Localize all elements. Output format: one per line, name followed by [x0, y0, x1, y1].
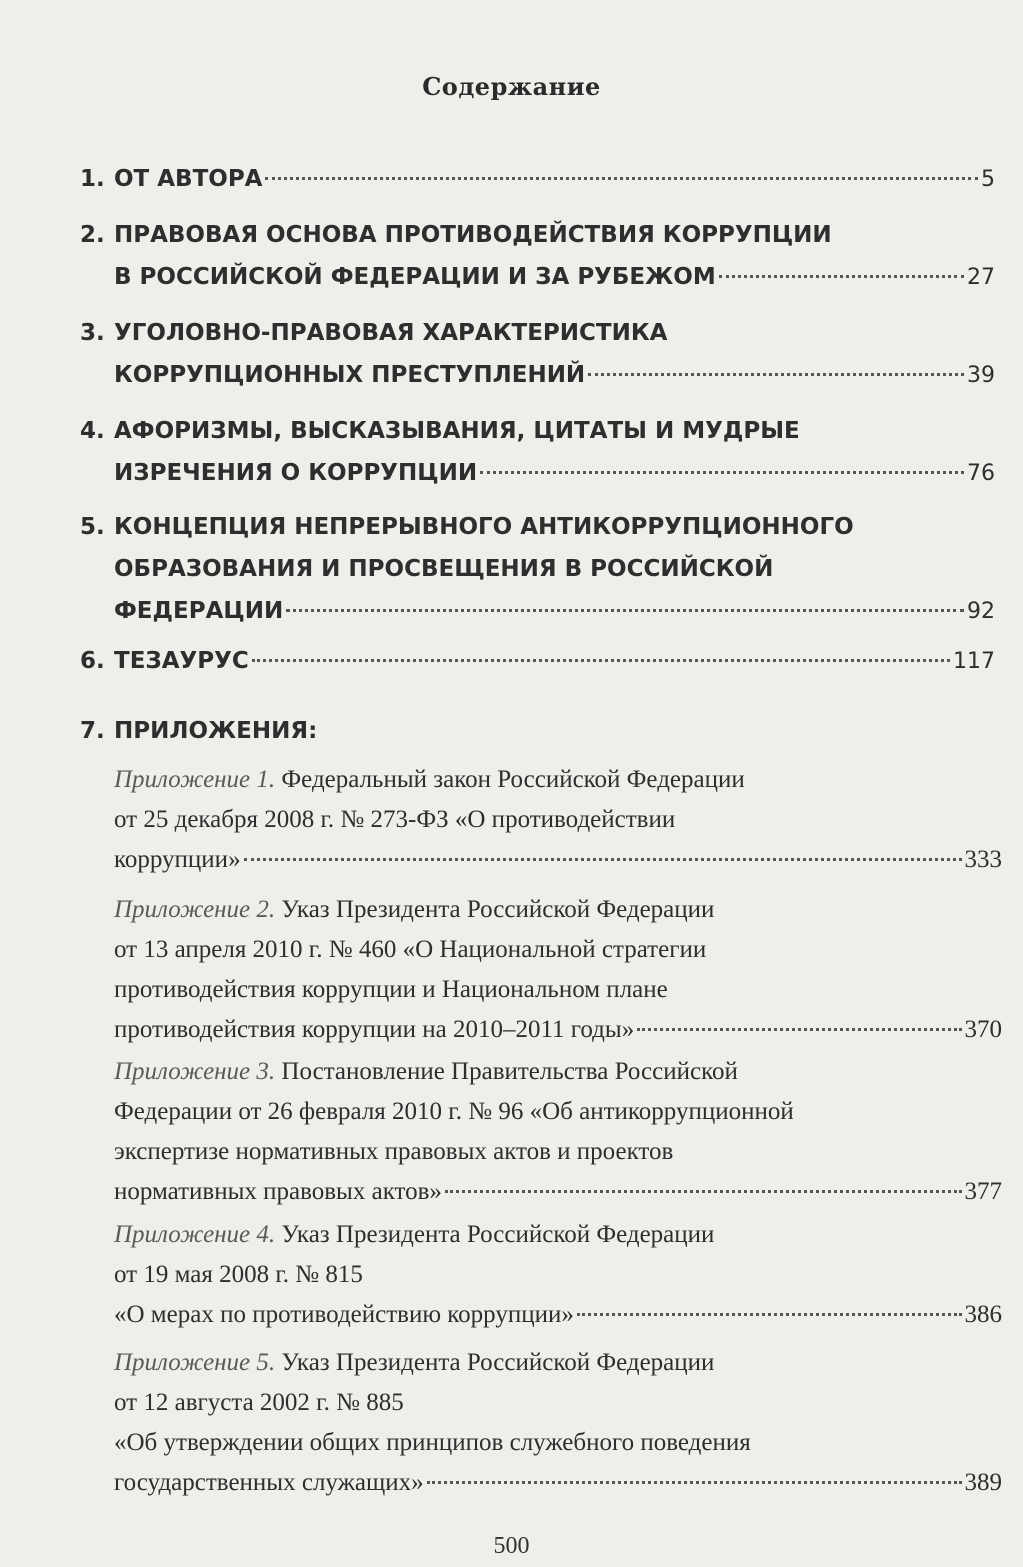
leader-dots — [588, 373, 964, 376]
entry-number: 6. — [80, 648, 105, 674]
page-number: 377 — [964, 1178, 1002, 1205]
appendix-line — [114, 890, 1002, 930]
entry-title-line — [80, 506, 995, 548]
leader-dots — [252, 659, 950, 662]
toc-entry-5 — [80, 506, 995, 633]
entry-title: ТЕЗАУРУС — [114, 648, 249, 674]
toc-entry-line — [114, 1295, 1002, 1335]
leader-dots — [480, 471, 964, 474]
appendix-entry-2 — [114, 890, 1002, 1050]
appendix-entry-5 — [114, 1343, 1002, 1503]
entry-title: ПРАВОВАЯ ОСНОВА ПРОТИВОДЕЙСТВИЯ КОРРУПЦИИ — [114, 222, 832, 248]
appendix-line: экспертизе нормативных правовых актов и проектов — [114, 1138, 674, 1165]
entry-title: ИЗРЕЧЕНИЯ О КОРРУПЦИИ — [114, 460, 478, 486]
appendix-line — [114, 1215, 1002, 1255]
appendix-line — [114, 1052, 1002, 1092]
appendix-line: от 19 мая 2008 г. № 815 — [114, 1261, 363, 1288]
leader-dots — [637, 1028, 961, 1031]
toc-entry-line — [80, 158, 995, 201]
leader-dots — [719, 275, 964, 278]
entry-number: 1. — [80, 166, 105, 192]
toc-entry-line — [80, 452, 995, 495]
entry-title: ОТ АВТОРА — [114, 166, 263, 192]
entry-title-line — [80, 710, 995, 752]
appendix-line: противодействия коррупции и Национальном плане — [114, 976, 668, 1003]
appendix-title: Указ Президента Российской Федерации — [281, 896, 715, 923]
appendix-line: от 25 декабря 2008 г. № 273-ФЗ «О противодействии — [114, 806, 676, 833]
entry-number: 7. — [80, 718, 105, 744]
appendix-title: «О мерах по противодействию коррупции» — [114, 1301, 574, 1328]
toc-entry-line — [80, 354, 995, 397]
toc-entry-line — [114, 1463, 1002, 1503]
toc-entry-3 — [80, 312, 995, 397]
leader-dots — [265, 177, 978, 180]
leader-dots — [286, 609, 964, 612]
appendix-title: Указ Президента Российской Федерации — [281, 1349, 715, 1376]
page-number: 333 — [964, 846, 1002, 873]
page-number: 370 — [964, 1016, 1002, 1043]
appendix-title: коррупции» — [114, 846, 241, 873]
entry-number: 3. — [80, 320, 105, 346]
entry-title-line: ОБРАЗОВАНИЯ И ПРОСВЕЩЕНИЯ В РОССИЙСКОЙ — [114, 556, 774, 582]
appendix-line: Федерации от 26 февраля 2010 г. № 96 «Об антикоррупционной — [114, 1098, 794, 1125]
appendix-line — [114, 760, 1002, 800]
appendix-entry-4 — [114, 1215, 1002, 1335]
entry-title: УГОЛОВНО-ПРАВОВАЯ ХАРАКТЕРИСТИКА — [114, 320, 668, 346]
page-number: 386 — [964, 1301, 1002, 1328]
page-number: 76 — [967, 461, 995, 486]
toc-entry-7 — [80, 710, 995, 752]
appendix-label: Приложение 3. — [114, 1058, 276, 1085]
toc-entry-line — [114, 1172, 1002, 1212]
appendix-label: Приложение 1. — [114, 766, 276, 793]
page-number: 117 — [953, 649, 995, 674]
appendix-title: нормативных правовых актов» — [114, 1178, 442, 1205]
appendix-label: Приложение 5. — [114, 1349, 276, 1376]
appendix-title: Федеральный закон Российской Федерации — [281, 766, 745, 793]
toc-entry-line — [80, 640, 995, 683]
page-number: 39 — [967, 363, 995, 388]
toc-entry-1 — [80, 158, 995, 201]
appendix-line: от 12 августа 2002 г. № 885 — [114, 1389, 404, 1416]
leader-dots — [577, 1313, 962, 1316]
appendix-title: Постановление Правительства Российской — [281, 1058, 738, 1085]
entry-number: 4. — [80, 418, 105, 444]
leader-dots — [427, 1481, 962, 1484]
entry-title: КОРРУПЦИОННЫХ ПРЕСТУПЛЕНИЙ — [114, 362, 586, 388]
appendix-title: противодействия коррупции на 2010–2011 годы» — [114, 1016, 635, 1043]
page-number: 27 — [967, 265, 995, 290]
appendix-line — [114, 1343, 1002, 1383]
toc-entry-line — [80, 590, 995, 633]
entry-title: ФЕДЕРАЦИИ — [114, 598, 284, 624]
page-number: 92 — [967, 599, 995, 624]
page-number: 5 — [981, 167, 995, 192]
page-title: Содержание — [422, 72, 601, 101]
appendix-title: государственных служащих» — [114, 1469, 424, 1496]
leader-dots — [244, 858, 962, 861]
toc-entry-line — [114, 1010, 1002, 1050]
appendix-entry-1 — [114, 760, 1002, 880]
entry-title: КОНЦЕПЦИЯ НЕПРЕРЫВНОГО АНТИКОРРУПЦИОННОГО — [114, 514, 854, 540]
page-folio: 500 — [493, 1533, 530, 1559]
entry-title: В РОССИЙСКОЙ ФЕДЕРАЦИИ И ЗА РУБЕЖОМ — [114, 264, 716, 290]
entry-title: АФОРИЗМЫ, ВЫСКАЗЫВАНИЯ, ЦИТАТЫ И МУДРЫЕ — [114, 418, 800, 444]
entry-number: 2. — [80, 222, 105, 248]
toc-entry-6 — [80, 640, 995, 683]
toc-entry-line — [80, 256, 995, 299]
page-number: 389 — [964, 1469, 1002, 1496]
entry-number: 5. — [80, 514, 105, 540]
toc-entry-4 — [80, 410, 995, 495]
appendix-title: Указ Президента Российской Федерации — [281, 1221, 715, 1248]
entry-title-line — [80, 312, 995, 354]
appendix-line: от 13 апреля 2010 г. № 460 «О Национальной стратегии — [114, 936, 707, 963]
entry-title: ПРИЛОЖЕНИЯ: — [114, 718, 318, 744]
appendix-label: Приложение 2. — [114, 896, 276, 923]
appendix-label: Приложение 4. — [114, 1221, 276, 1248]
appendix-line: «Об утверждении общих принципов служебного поведения — [114, 1429, 751, 1456]
entry-title-line — [80, 410, 995, 452]
entry-title-line — [80, 214, 995, 256]
appendix-entry-3 — [114, 1052, 1002, 1212]
toc-entry-2 — [80, 214, 995, 299]
toc-entry-line — [114, 840, 1002, 880]
leader-dots — [445, 1190, 962, 1193]
